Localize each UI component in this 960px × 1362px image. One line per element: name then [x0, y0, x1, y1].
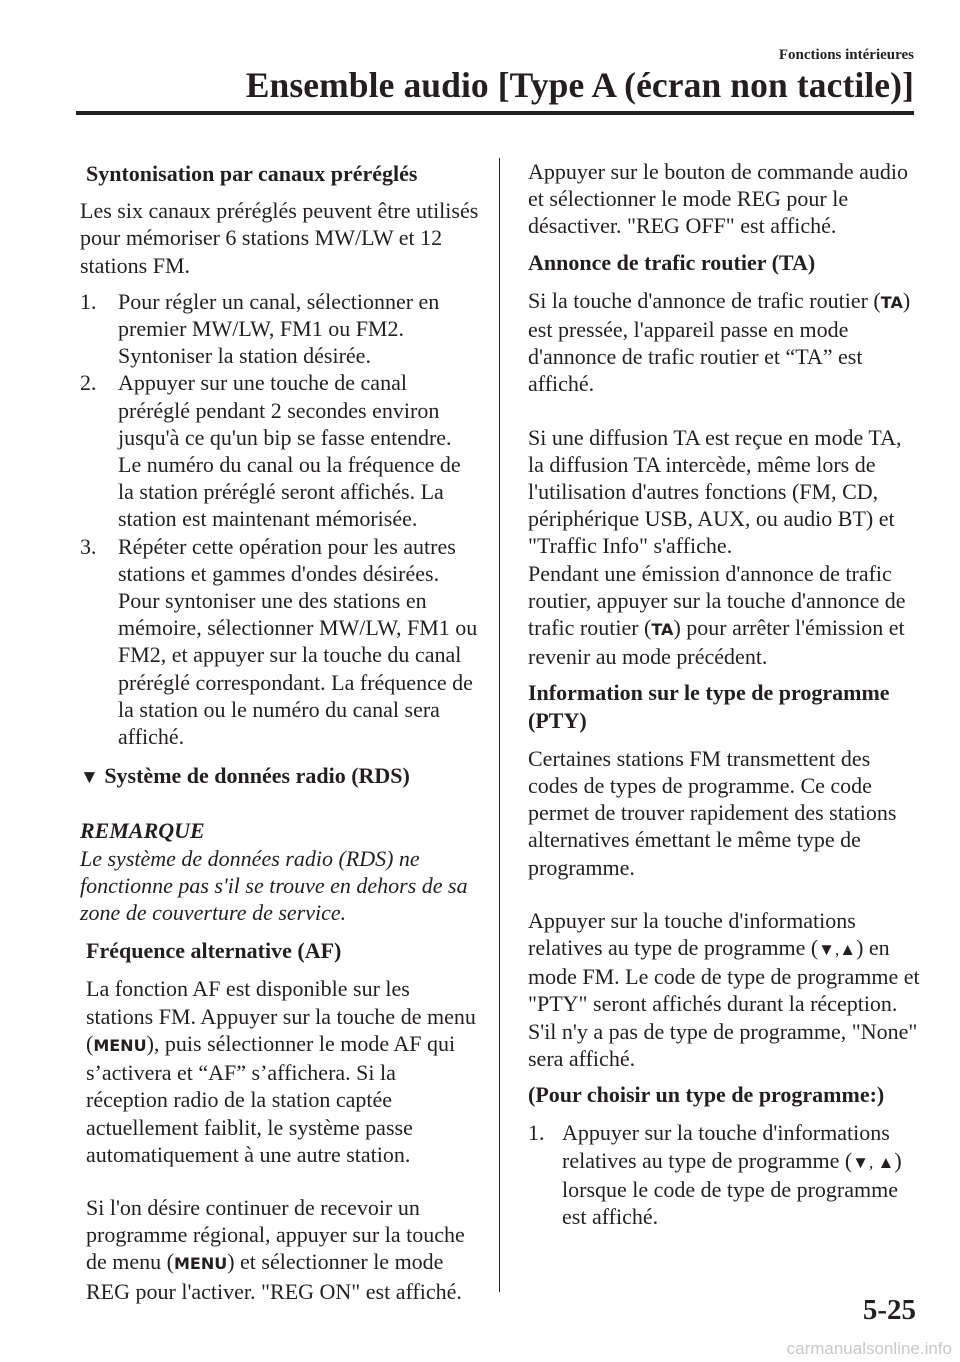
menu-key-label: MENU: [173, 1254, 228, 1274]
paragraph-pty-2: [528, 907, 920, 1072]
step-number: 1.: [528, 1120, 545, 1146]
paragraph-af-2: [86, 1194, 480, 1305]
step-number: 3.: [80, 533, 97, 559]
heading-rds-label: Système de données radio (RDS): [104, 763, 410, 789]
paragraph-af-1: [86, 975, 480, 1167]
triangle-down-icon: ▼: [80, 767, 99, 789]
header-section: Fonctions intérieures: [778, 47, 914, 63]
ta-key-label: TA: [880, 292, 903, 312]
text-run: ) et sélectionner le mode REG pour l'activer. "REG ON" est affiché.: [86, 1249, 462, 1304]
text-run: Si l'on désire continuer de recevoir un programme régional, appuyer sur la touche de menu (: [86, 1194, 465, 1275]
page-title: Ensemble audio [Type A (écran non tactile)]: [245, 65, 914, 105]
arrow-keys-icon: ▼,▲: [818, 940, 857, 960]
arrow-keys-icon: ▼, ▲: [852, 1152, 895, 1172]
text-run: Si la touche d'annonce de trafic routier (: [528, 287, 881, 313]
text-run: Appuyer sur la touche d'informations relatives au type de programme (: [562, 1120, 890, 1173]
header-rule: [76, 111, 914, 115]
heading-af: Fréquence alternative (AF): [86, 938, 342, 964]
paragraph-reg-off: Appuyer sur le bouton de commande audio et sélectionner le mode REG pour le désactiver. "REG OFF" est affiché.: [528, 159, 909, 239]
heading-presets: Syntonisation par canaux préréglés: [86, 161, 418, 186]
heading-choose: (Pour choisir un type de programme:): [528, 1082, 885, 1108]
ta-key-label: TA: [651, 620, 674, 640]
text-run: ) pour arrêter l'émission et revenir au mode précédent.: [528, 615, 905, 670]
paragraph-ta-3: [528, 560, 920, 671]
preset-steps: [80, 288, 480, 750]
list-item: [80, 288, 480, 370]
step-number: 2.: [80, 370, 97, 396]
note-text: Le système de données radio (RDS) ne fonctionne pas s'il se trouve en dehors de sa zone de couverture de service.: [80, 845, 468, 926]
text-run: ), puis sélectionner le mode AF qui s’activera et “AF” s’affichera. Si la réception radio de la station captée actuellement faiblit, le système passe automatiquement à une autre station.: [86, 1030, 456, 1167]
list-item: [528, 1119, 920, 1230]
text-run: ) est pressée, l'appareil passe en mode d'annonce de trafic routier et “TA” est affiché.: [528, 287, 911, 397]
menu-key-label: MENU: [93, 1035, 147, 1055]
list-item: [80, 533, 480, 751]
step-number: 1.: [80, 288, 97, 314]
step-text: Répéter cette opération pour les autres stations et gammes d'ondes désirées. Pour syntoniser une des stations en mémoire, sélectionner MW/LW, FM1 ou FM2, et appuyer sur la touche du canal préréglé correspondant. La fréquence de la station ou le numéro du canal sera affiché.: [118, 533, 478, 750]
heading-rds: [80, 762, 480, 791]
column-divider: [499, 158, 500, 1292]
paragraph-ta-1: [528, 287, 920, 398]
text-run: ) lorsque le code de type de programme est affiché.: [562, 1147, 902, 1229]
text-run: Appuyer sur la touche d'informations relatives au type de programme (: [528, 907, 856, 961]
right-column: [528, 158, 920, 1242]
paragraph-ta-2: Si une diffusion TA est reçue en mode TA, la diffusion TA intercède, même lors de l'utilisation d'autres fonctions (FM, CD, périphérique USB, AUX, ou audio BT) et "Traffic Info" s'affiche.: [528, 424, 902, 559]
paragraph-presets: Les six canaux préréglés peuvent être utilisés pour mémoriser 6 stations MW/LW et 12 stations FM.: [80, 198, 479, 278]
step-text: Pour régler un canal, sélectionner en premier MW/LW, FM1 ou FM2. Syntoniser la station désirée.: [118, 288, 440, 369]
step-text: Appuyer sur une touche de canal préréglé pendant 2 secondes environ jusqu'à ce qu'un bip se fasse entendre. Le numéro du canal ou la fréquence de la station préréglé seront affichés. La station est maintenant mémorisée.: [118, 370, 461, 532]
page-number: 5-25: [862, 1294, 916, 1326]
heading-pty: Information sur le type de programme (PTY): [528, 680, 890, 733]
choose-steps: [528, 1119, 920, 1230]
watermark: carmanualsonline.info: [786, 1339, 952, 1358]
list-item: [80, 369, 480, 532]
text-run: ) en mode FM. Le code de type de programme et "PTY" seront affichés durant la réception. S'il n'y a pas de type de programme, "None" sera affiché.: [528, 935, 920, 1071]
text-run: La fonction AF est disponible sur les stations FM. Appuyer sur la touche de menu (: [86, 976, 476, 1056]
note-title: REMARQUE: [80, 818, 205, 844]
text-run: Pendant une émission d'annonce de trafic routier, appuyer sur la touche d'annonce de trafic routier (: [528, 560, 906, 641]
paragraph-pty-1: Certaines stations FM transmettent des codes de types de programme. Ce code permet de trouver rapidement des stations alternatives émettant le même type de programme.: [528, 745, 897, 880]
left-column: [80, 160, 480, 1314]
heading-ta: Annonce de trafic routier (TA): [528, 249, 816, 275]
